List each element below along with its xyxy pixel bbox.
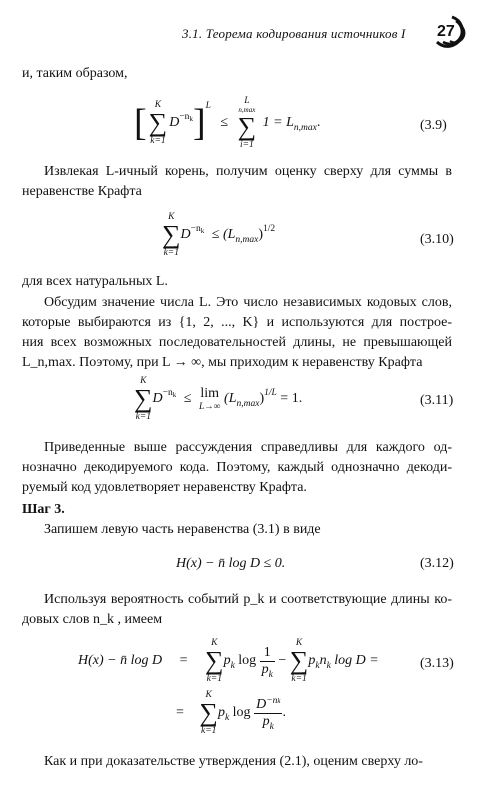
paragraph-2: для всех натуральных L. bbox=[22, 274, 168, 289]
equation-number-3-9: (3.9) bbox=[420, 118, 447, 133]
equation-3-13-line-2: = K ∑ k=1 $p_k$ log $\frac{D^{-nk}}{p_k}$ . bbox=[176, 690, 286, 736]
step-heading: Шаг 3. bbox=[22, 502, 65, 517]
paragraph-4: Приведенные выше рассуждения справедливы для каждого од- bbox=[44, 440, 452, 455]
paragraph-6-line-2: довых слов n_k , имеем bbox=[22, 612, 163, 627]
paragraph-4-line-3: руемый код удовлетворяет неравенству Крафта. bbox=[22, 480, 307, 495]
paragraph-1-line-2: неравенстве Крафта bbox=[22, 184, 142, 199]
equation-number-3-12: (3.12) bbox=[420, 556, 454, 571]
paragraph-5: Запишем левую часть неравенства (3.1) в виде bbox=[44, 522, 321, 537]
equation-number-3-13: (3.13) bbox=[420, 656, 454, 671]
equation-3-13-line-1: H(x) − n̄ log D = K ∑ k=1 $p_k$ log $\frac{1}{p_k}$ − K ∑ k=1 $p_kn_k$ log D = bbox=[78, 638, 379, 684]
equation-3-11: K ∑ k=1 $D^{-n_k}$ ≤ lim L→∞ $(L_{n,max})^{1/L} = 1$. bbox=[134, 376, 303, 422]
equation-3-9: [ K ∑ k=1 $D^{-n_k}]^L$ ≤ L n,max ∑ i=1 $1 = L_{n,max}$. bbox=[134, 96, 321, 150]
equation-3-12: H(x) − n̄ log D ≤ 0. bbox=[176, 556, 286, 571]
paragraph-6: Используя вероятность событий p_k и соответствующие длины ко- bbox=[44, 592, 452, 607]
paragraph-4-line-2: нозначно декодируемого кода. Поэтому, каждый однозначно декоди- bbox=[22, 460, 452, 475]
paragraph-3-line-2: которые выбираются из {1, 2, ..., K} и используются для построе- bbox=[22, 315, 452, 330]
equation-3-10: K ∑ k=1 $D^{-n_k} \le (L_{n,max})^{1/2}$ bbox=[162, 212, 276, 258]
page-number-badge bbox=[430, 14, 470, 48]
equation-number-3-11: (3.11) bbox=[420, 393, 454, 408]
paragraph-7: Как и при доказательстве утверждения (2.1), оценим сверху ло- bbox=[44, 754, 423, 769]
page-number: 27 bbox=[437, 23, 455, 40]
paragraph-1: Извлекая L-ичный корень, получим оценку сверху для суммы в bbox=[44, 164, 452, 179]
running-head: 3.1. Теорема кодирования источников I bbox=[182, 26, 406, 41]
paragraph-3-line-3: ния всех возможных последовательностей длины, не превышающей bbox=[22, 335, 452, 350]
equation-number-3-10: (3.10) bbox=[420, 232, 454, 247]
intro-text: и, таким образом, bbox=[22, 66, 128, 81]
paragraph-3-line-4: L_n,max. Поэтому, при L → ∞, мы приходим к неравенству Крафта bbox=[22, 355, 423, 370]
paragraph-3: Обсудим значение числа L. Это число независимых кодовых слов, bbox=[44, 295, 452, 310]
